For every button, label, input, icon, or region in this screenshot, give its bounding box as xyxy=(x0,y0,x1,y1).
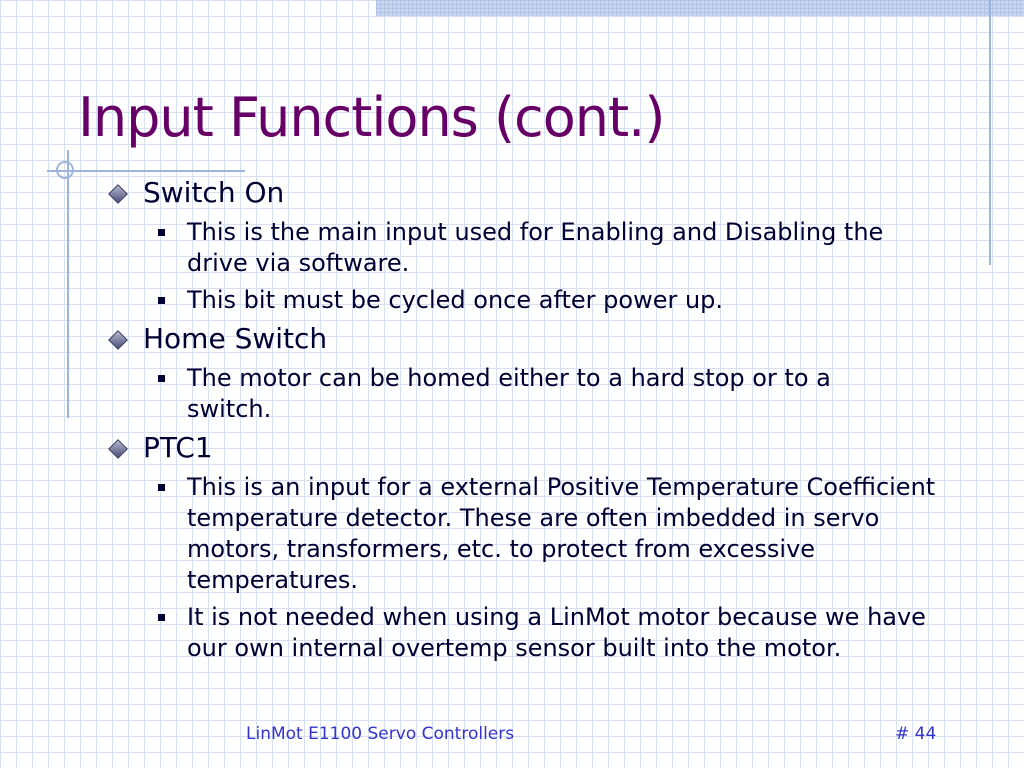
bullet-item xyxy=(108,217,988,279)
footer-presentation-title: LinMot E1100 Servo Controllers xyxy=(246,724,515,744)
diamond-bullet-icon xyxy=(108,439,128,459)
bullet-text: It is not needed when using a LinMot motor because we have our own internal overtemp sensor built into the motor. xyxy=(187,603,926,662)
section-ptc1 xyxy=(108,430,988,466)
bullet-item xyxy=(108,472,988,596)
bullet-text: This bit must be cycled once after power up. xyxy=(187,286,724,314)
section-heading: PTC1 xyxy=(143,431,213,464)
square-bullet-icon xyxy=(158,229,165,236)
title-underline xyxy=(47,170,245,172)
bullet-item xyxy=(108,602,988,664)
square-bullet-icon xyxy=(158,614,165,621)
slide-body xyxy=(108,175,988,664)
square-bullet-icon xyxy=(158,484,165,491)
square-bullet-icon xyxy=(158,375,165,382)
corner-circle-ornament xyxy=(56,161,74,179)
left-decorative-line xyxy=(67,150,69,418)
top-decorative-band xyxy=(376,0,1024,16)
right-decorative-line xyxy=(989,0,991,265)
bullet-text: This is the main input used for Enabling and Disabling the drive via software. xyxy=(187,218,884,277)
bullet-text: The motor can be homed either to a hard stop or to a switch. xyxy=(187,364,831,423)
footer-slide-number: # 44 xyxy=(895,724,937,744)
diamond-bullet-icon xyxy=(108,330,128,350)
bullet-item xyxy=(108,363,988,425)
slide-title: Input Functions (cont.) xyxy=(78,86,665,149)
square-bullet-icon xyxy=(158,297,165,304)
section-heading: Home Switch xyxy=(143,322,328,355)
bullet-item xyxy=(108,285,988,316)
diamond-bullet-icon xyxy=(108,184,128,204)
section-home-switch xyxy=(108,321,988,357)
bullet-text: This is an input for a external Positive Temperature Coefficient temperature detector. These are often imbedded in servo motors, transformers, etc. to protect from excessive temperatures. xyxy=(187,473,936,594)
section-switch-on xyxy=(108,175,988,211)
section-heading: Switch On xyxy=(143,176,285,209)
